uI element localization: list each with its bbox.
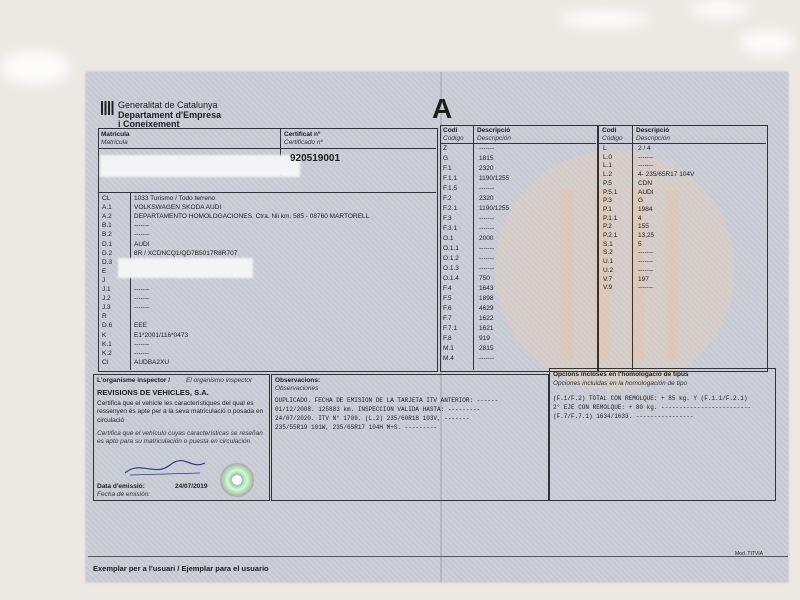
mid_fields-value: 1190/1255 xyxy=(479,175,510,182)
right_fields-code: L.0 xyxy=(603,153,613,161)
mid_fields-value: ------- xyxy=(479,245,495,252)
option-line: (F.1/F.2) TOTAL CON REMOLQUE: + 85 kg. Y (F.1.1/F.2.1) xyxy=(553,395,748,402)
right_fields-value: AUDI xyxy=(638,188,654,196)
right_fields-value: 4- 235/65R17 104V xyxy=(638,171,695,179)
mid_fields-code: F.8 xyxy=(443,335,452,342)
right_fields-code: U.1 xyxy=(603,258,614,266)
matricula-label-es: Matrícula xyxy=(101,139,128,146)
option-line: (F.7/F.7.1) 1634/1633. ---------------- xyxy=(553,413,694,420)
mid_fields-value: 1622 xyxy=(479,315,494,322)
mass-data-box xyxy=(440,125,598,372)
left_fields-code: D.6 xyxy=(102,322,113,330)
codigo-header-2: Código xyxy=(602,135,623,142)
left_fields-value: ------- xyxy=(134,340,150,348)
left_fields-value: ------- xyxy=(134,222,150,230)
right_fields-code: S.2 xyxy=(603,249,613,257)
date-value: 24/07/2019 xyxy=(175,483,208,490)
left_fields-code: J.2 xyxy=(102,295,111,303)
mid_fields-code: F.6 xyxy=(443,305,452,312)
right_fields-code: U.2 xyxy=(603,266,614,274)
observation-line: DUPLICADO. FECHA DE EMISION DE LA TARJETA ITV ANTERIOR: ------ xyxy=(275,397,499,404)
category-letter: A xyxy=(432,93,453,124)
footer-copy-label: Exemplar per a l'usuari / Ejemplar para el usuario xyxy=(93,564,269,573)
right_fields-code: P.5 xyxy=(603,179,612,187)
right_fields-value: 13,25 xyxy=(638,232,655,239)
certification-text-ca: Certifica que el vehicle les característiques del qual es ressenyen és apte per a la seva matriculació o posada en circulació xyxy=(97,400,264,424)
mid_fields-code: O.1.3 xyxy=(443,265,459,272)
certificat-label: Certificat nº xyxy=(284,131,321,138)
mid_fields-value: 1898 xyxy=(479,295,494,302)
left_fields-value: E1*2001/116*0473 xyxy=(134,331,189,339)
right_fields-code: P.3 xyxy=(603,197,612,205)
mid_fields-value: 2320 xyxy=(479,165,494,172)
left_fields-value: AUDI xyxy=(134,240,150,248)
left_fields-value: VOLKSWAGEN SKODA AUDI xyxy=(134,204,222,212)
left_fields-code: B.1 xyxy=(102,222,112,230)
mid_fields-code: G xyxy=(443,155,449,162)
observations-box xyxy=(271,374,549,501)
right_fields-value: 4 xyxy=(638,214,642,222)
left_fields-value: ------- xyxy=(134,349,150,357)
mid_fields-code: O.1 xyxy=(443,235,454,242)
left_fields-value: 8R / XCDNCQ1/QD7B5017R8R707 xyxy=(134,249,238,257)
right_fields-code: P.1 xyxy=(603,205,612,213)
department-name-2: i Coneixement xyxy=(118,119,180,129)
mid_fields-value: 2320 xyxy=(479,195,494,202)
mid_fields-code: F.7 xyxy=(443,315,452,322)
left_fields-code: CL xyxy=(102,195,111,202)
right_fields-value: CDN xyxy=(638,179,653,187)
department-name: Departament d'Empresa xyxy=(118,110,222,120)
left_fields-code: D.1 xyxy=(102,240,113,248)
left_fields-code: K.1 xyxy=(102,340,112,348)
right_fields-value: ------- xyxy=(638,266,654,274)
left_fields-value: ------- xyxy=(134,286,150,293)
left_fields-value: 1033 Turismo / Todo terreno xyxy=(134,195,216,202)
inspector-label: L'organisme inspector / xyxy=(97,377,171,384)
right_fields-value: ------- xyxy=(638,258,654,266)
left_fields-code: A.2 xyxy=(102,213,112,221)
inspection-stamp xyxy=(220,463,254,497)
left_fields-code: R xyxy=(102,313,107,321)
mid_fields-value: 1815 xyxy=(479,155,494,162)
mid_fields-value: ------- xyxy=(479,255,495,262)
observation-line: 235/55R19 101W, 235/65R17 104H M+S. --------- xyxy=(275,424,438,431)
left_fields-value: ------- xyxy=(134,295,150,303)
mid_fields-code: F.1.1 xyxy=(443,175,458,182)
descripcion-header-2: Descripción xyxy=(636,135,670,142)
right_fields-code: L.1 xyxy=(603,162,613,170)
right_fields-code: P.1.1 xyxy=(603,214,618,222)
right_fields-code: V.9 xyxy=(603,284,613,292)
right_fields-code: L.2 xyxy=(603,171,613,179)
mid_fields-code: F.2.1 xyxy=(443,205,458,212)
right_fields-value: ------- xyxy=(638,249,654,257)
observations-label: Observacions: xyxy=(275,377,321,384)
left_fields-code: CI xyxy=(102,358,109,366)
right_fields-value: 1984 xyxy=(638,205,653,213)
observation-line: 24/07/2020. ITV N° 1709. (L.2) 235/60R18 103V, ------- xyxy=(275,415,470,422)
divider xyxy=(440,143,596,144)
mid_fields-code: F.4 xyxy=(443,285,452,292)
left_fields-code: K xyxy=(102,331,107,339)
model-code: Mod. TITVIA xyxy=(735,551,763,557)
mid_fields-value: 1190/1255 xyxy=(479,205,510,212)
left_fields-value: ------- xyxy=(134,231,150,239)
left_fields-code: A.1 xyxy=(102,204,112,212)
mid_fields-code: Z xyxy=(443,145,447,152)
mid_fields-code: F.5 xyxy=(443,295,452,302)
left_fields-code: J.3 xyxy=(102,304,111,312)
divider xyxy=(130,192,131,370)
right_fields-value: 155 xyxy=(638,223,649,231)
mid_fields-value: 750 xyxy=(479,275,490,282)
mid_fields-value: 2815 xyxy=(479,345,494,352)
mid_fields-code: O.1.4 xyxy=(443,275,459,282)
org-name: Generalitat de Catalunya xyxy=(118,100,218,110)
mid_fields-value: 4629 xyxy=(479,305,494,312)
mid_fields-code: F.1 xyxy=(443,165,452,172)
options-box xyxy=(549,368,776,501)
certificat-number: 920519001 xyxy=(290,153,341,164)
left_fields-code: B.2 xyxy=(102,231,112,239)
mid_fields-code: M.4 xyxy=(443,355,454,362)
mid_fields-code: O.1.1 xyxy=(443,245,459,252)
left_fields-code: D.3 xyxy=(102,258,113,266)
generalitat-logo-icon xyxy=(100,100,114,116)
codigo-header: Código xyxy=(443,135,464,142)
right_fields-code: P.5.1 xyxy=(603,188,618,196)
date-label-es: Fecha de emisión: xyxy=(97,491,151,498)
divider xyxy=(88,556,788,557)
inspector-name: REVISIONS DE VEHICLES, S.A. xyxy=(97,388,209,397)
right_fields-value: 197 xyxy=(638,275,649,283)
divider xyxy=(98,192,436,193)
mid_fields-code: F.3.1 xyxy=(443,225,458,232)
mid_fields-value: ------- xyxy=(479,215,495,222)
right_fields-code: P.2.1 xyxy=(603,232,618,239)
mid_fields-code: F.1.5 xyxy=(443,185,458,192)
observations-label-es: Observaciones xyxy=(275,385,319,392)
left_fields-code: D.2 xyxy=(102,249,113,257)
inspector-label-es: El organismo inspector xyxy=(186,377,253,384)
light-glare xyxy=(740,30,795,55)
mid_fields-value: ------- xyxy=(479,225,495,232)
descripcio-header-2: Descripció xyxy=(636,127,670,134)
mid_fields-code: F.3 xyxy=(443,215,452,222)
right_fields-value: 5 xyxy=(638,240,642,248)
mid_fields-code: M.1 xyxy=(443,345,454,352)
right_fields-value: ------- xyxy=(638,153,654,161)
right_fields-value: 2 / 4 xyxy=(638,145,651,152)
certification-text-es: Certifica que el vehículo cuyas características se reseñan es apto para su matriculación o puesta en circulación xyxy=(97,430,263,446)
divider xyxy=(632,125,633,370)
light-glare xyxy=(0,50,70,85)
left_fields-value: ------- xyxy=(134,304,150,312)
mid_fields-code: O.1.2 xyxy=(443,255,459,262)
left_fields-value: AUDBA2XU xyxy=(134,358,170,366)
light-glare xyxy=(690,0,750,18)
observation-line: 01/12/2008. 125883 km. INSPECCION VALIDA HASTA: --------- xyxy=(275,406,481,413)
mid_fields-value: ------- xyxy=(479,355,495,362)
signature xyxy=(120,455,210,485)
right_fields-code: V.7 xyxy=(603,275,613,283)
mid_fields-value: 1643 xyxy=(479,285,494,292)
left_fields-code: J xyxy=(102,276,106,284)
left_fields-code: E xyxy=(102,267,107,275)
divider xyxy=(598,143,766,144)
descripcio-header: Descripció xyxy=(477,127,511,134)
descripcion-header: Descripción xyxy=(477,135,511,142)
options-label: Opcions incloses en l'homologació de tipus xyxy=(553,371,689,378)
mid_fields-value: ------- xyxy=(479,265,495,272)
redacted-vin xyxy=(118,258,253,278)
options-label-es: Opciones incluidas en la homologación de tipo xyxy=(553,380,688,387)
option-line: 2° EJE CON REMOLQUE: + 80 kg. ------------------------- xyxy=(553,404,752,411)
right_fields-code: S.1 xyxy=(603,240,613,248)
mid_fields-value: ------- xyxy=(479,185,495,192)
codi-header: Codi xyxy=(443,127,458,134)
right_fields-value: ------- xyxy=(638,162,654,170)
mid_fields-value: 2000 xyxy=(479,235,494,242)
technical-data-box xyxy=(598,125,768,372)
certificat-label-es: Certificado nº xyxy=(284,139,323,146)
mid_fields-code: F.7.1 xyxy=(443,325,458,332)
redacted-plate xyxy=(100,155,300,177)
right_fields-code: L xyxy=(603,145,607,152)
divider xyxy=(98,148,436,149)
left_fields-code: K.2 xyxy=(102,349,112,357)
codi-header-2: Codi xyxy=(602,127,617,134)
mid_fields-value: 1621 xyxy=(479,325,494,332)
mid_fields-value: 919 xyxy=(479,335,490,342)
divider xyxy=(473,125,474,370)
left_fields-value: EEE xyxy=(134,322,148,330)
mid_fields-code: F.2 xyxy=(443,195,452,202)
right_fields-value: ------- xyxy=(638,284,654,292)
light-glare xyxy=(560,10,650,28)
right_fields-code: P.2 xyxy=(603,223,612,231)
right_fields-value: G xyxy=(638,197,644,205)
mid_fields-value: ------- xyxy=(479,145,495,152)
date-label: Data d'emissió: xyxy=(97,483,145,490)
left_fields-code: J.1 xyxy=(102,286,111,293)
matricula-label: Matrícula xyxy=(101,131,130,138)
left_fields-value: DEPARTAMENTO HOMOLOGACIONES. Ctra. Nii km. 585 - 08760 MARTORELL xyxy=(134,213,370,221)
